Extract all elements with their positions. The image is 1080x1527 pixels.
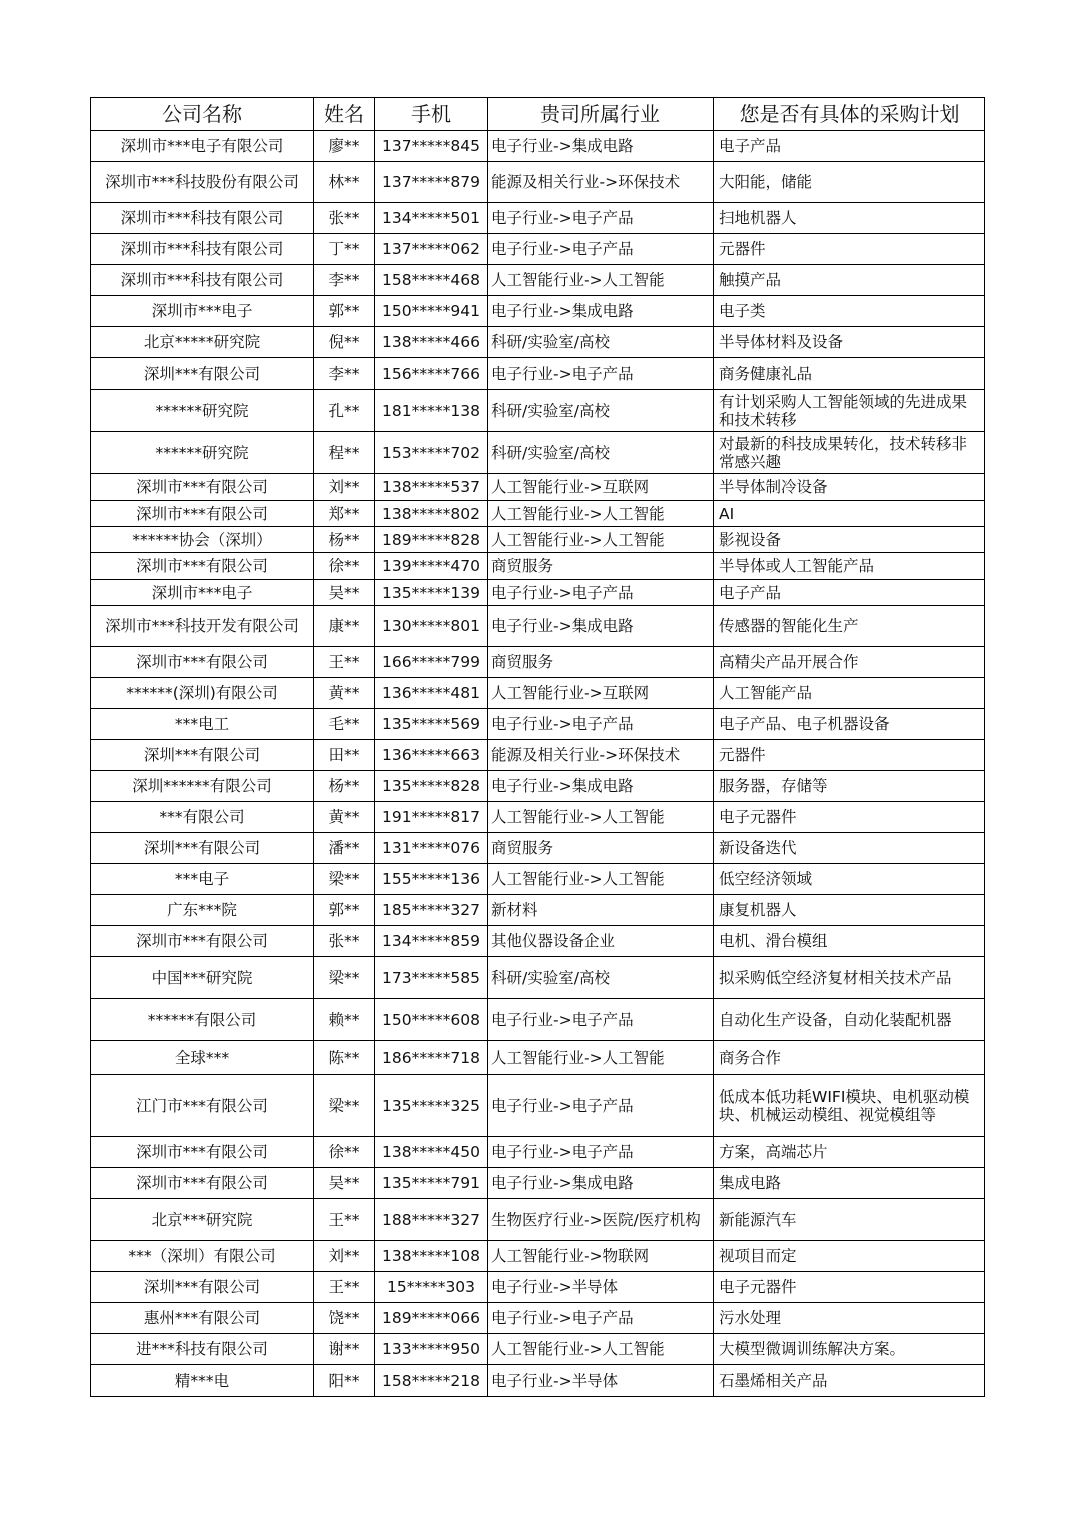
cell-plan: 自动化生产设备，自动化装配机器: [714, 999, 985, 1041]
cell-phone: 156*****766: [375, 358, 488, 390]
table-row: [91, 999, 985, 1041]
cell-industry: 商贸服务: [488, 553, 714, 580]
cell-phone: 181*****138: [375, 390, 488, 432]
cell-name: 梁**: [314, 864, 375, 895]
cell-industry: 电子行业->电子产品: [488, 203, 714, 234]
table-row: [91, 432, 985, 474]
cell-phone: 136*****481: [375, 678, 488, 709]
cell-industry: 其他仪器设备企业: [488, 926, 714, 957]
cell-industry: 电子行业->集成电路: [488, 606, 714, 647]
cell-plan: 元器件: [714, 740, 985, 771]
cell-industry: 人工智能行业->人工智能: [488, 1041, 714, 1075]
cell-phone: 153*****702: [375, 432, 488, 474]
cell-industry: 科研/实验室/高校: [488, 390, 714, 432]
cell-industry: 商贸服务: [488, 647, 714, 678]
cell-phone: 186*****718: [375, 1041, 488, 1075]
col-header-industry: 贵司所属行业: [488, 98, 714, 131]
cell-company: 精***电: [91, 1365, 314, 1397]
table-row: [91, 678, 985, 709]
cell-phone: 158*****218: [375, 1365, 488, 1397]
cell-industry: 人工智能行业->互联网: [488, 474, 714, 501]
table-row: [91, 833, 985, 864]
cell-name: 刘**: [314, 1241, 375, 1272]
cell-company: 深圳******有限公司: [91, 771, 314, 802]
table-row: [91, 1041, 985, 1075]
cell-plan: 半导体制冷设备: [714, 474, 985, 501]
cell-phone: 188*****327: [375, 1199, 488, 1241]
cell-plan: 视项目而定: [714, 1241, 985, 1272]
table-row: [91, 358, 985, 390]
cell-phone: 136*****663: [375, 740, 488, 771]
cell-plan: 污水处理: [714, 1303, 985, 1334]
cell-company: ******研究院: [91, 432, 314, 474]
cell-plan: 低成本低功耗WIFI模块、电机驱动模块、机械运动模组、视觉模组等: [714, 1075, 985, 1137]
cell-phone: 158*****468: [375, 265, 488, 296]
cell-plan: 电子元器件: [714, 802, 985, 833]
cell-company: ******有限公司: [91, 999, 314, 1041]
table-row: [91, 606, 985, 647]
cell-plan: 商务合作: [714, 1041, 985, 1075]
cell-industry: 电子行业->电子产品: [488, 709, 714, 740]
cell-company: 深圳市***有限公司: [91, 926, 314, 957]
table-row: [91, 709, 985, 740]
cell-company: 深圳市***科技股份有限公司: [91, 162, 314, 203]
table-row: [91, 957, 985, 999]
cell-company: 进***科技有限公司: [91, 1334, 314, 1365]
table-row: [91, 265, 985, 296]
table-row: [91, 580, 985, 606]
cell-plan: 商务健康礼品: [714, 358, 985, 390]
cell-company: ***电子: [91, 864, 314, 895]
table-row: [91, 1137, 985, 1168]
cell-industry: 人工智能行业->人工智能: [488, 501, 714, 527]
table-row: [91, 474, 985, 501]
cell-plan: 高精尖产品开展合作: [714, 647, 985, 678]
cell-name: 李**: [314, 358, 375, 390]
table-row: [91, 1365, 985, 1397]
cell-name: 刘**: [314, 474, 375, 501]
cell-name: 王**: [314, 1199, 375, 1241]
table-row: [91, 1168, 985, 1199]
cell-industry: 电子行业->半导体: [488, 1365, 714, 1397]
cell-industry: 人工智能行业->互联网: [488, 678, 714, 709]
purchase-plan-sheet: [90, 97, 985, 1397]
cell-name: 田**: [314, 740, 375, 771]
cell-industry: 电子行业->集成电路: [488, 296, 714, 327]
cell-industry: 商贸服务: [488, 833, 714, 864]
cell-company: ***电工: [91, 709, 314, 740]
cell-company: 惠州***有限公司: [91, 1303, 314, 1334]
cell-plan: AI: [714, 501, 985, 527]
cell-name: 王**: [314, 1272, 375, 1303]
cell-company: ******研究院: [91, 390, 314, 432]
cell-company: 深圳***有限公司: [91, 833, 314, 864]
cell-phone: 130*****801: [375, 606, 488, 647]
cell-company: 深圳***有限公司: [91, 740, 314, 771]
table-row: [91, 1199, 985, 1241]
cell-industry: 电子行业->集成电路: [488, 771, 714, 802]
table-row: [91, 327, 985, 358]
table-row: [91, 1075, 985, 1137]
cell-name: 毛**: [314, 709, 375, 740]
cell-name: 孔**: [314, 390, 375, 432]
table-row: [91, 771, 985, 802]
cell-industry: 电子行业->电子产品: [488, 1137, 714, 1168]
cell-company: 深圳***有限公司: [91, 1272, 314, 1303]
cell-plan: 扫地机器人: [714, 203, 985, 234]
cell-name: 徐**: [314, 1137, 375, 1168]
cell-plan: 新设备迭代: [714, 833, 985, 864]
cell-industry: 科研/实验室/高校: [488, 327, 714, 358]
cell-company: 深圳市***有限公司: [91, 501, 314, 527]
table-row: [91, 390, 985, 432]
cell-plan: 半导体或人工智能产品: [714, 553, 985, 580]
cell-company: 深圳市***有限公司: [91, 1137, 314, 1168]
cell-industry: 电子行业->电子产品: [488, 1303, 714, 1334]
cell-company: ******(深圳)有限公司: [91, 678, 314, 709]
cell-phone: 135*****791: [375, 1168, 488, 1199]
cell-industry: 科研/实验室/高校: [488, 432, 714, 474]
table-row: [91, 802, 985, 833]
table-row: [91, 1334, 985, 1365]
cell-name: 杨**: [314, 527, 375, 553]
cell-plan: 人工智能产品: [714, 678, 985, 709]
cell-plan: 电机、滑台模组: [714, 926, 985, 957]
cell-company: ***（深圳）有限公司: [91, 1241, 314, 1272]
cell-phone: 150*****941: [375, 296, 488, 327]
cell-plan: 传感器的智能化生产: [714, 606, 985, 647]
cell-phone: 137*****879: [375, 162, 488, 203]
cell-plan: 服务器，存储等: [714, 771, 985, 802]
cell-company: 深圳市***有限公司: [91, 1168, 314, 1199]
cell-plan: 电子类: [714, 296, 985, 327]
col-header-company: 公司名称: [91, 98, 314, 131]
cell-name: 吴**: [314, 580, 375, 606]
cell-phone: 138*****466: [375, 327, 488, 358]
cell-company: 深圳市***科技有限公司: [91, 234, 314, 265]
cell-plan: 康复机器人: [714, 895, 985, 926]
table-row: [91, 162, 985, 203]
cell-phone: 138*****802: [375, 501, 488, 527]
cell-name: 张**: [314, 926, 375, 957]
cell-company: 深圳市***科技有限公司: [91, 265, 314, 296]
cell-plan: 方案，高端芯片: [714, 1137, 985, 1168]
cell-phone: 135*****828: [375, 771, 488, 802]
cell-plan: 集成电路: [714, 1168, 985, 1199]
cell-plan: 对最新的科技成果转化，技术转移非常感兴趣: [714, 432, 985, 474]
table-row: [91, 740, 985, 771]
cell-name: 丁**: [314, 234, 375, 265]
cell-name: 廖**: [314, 131, 375, 162]
table-row: [91, 527, 985, 553]
contacts-table: [90, 97, 985, 1397]
cell-name: 郭**: [314, 296, 375, 327]
cell-name: 陈**: [314, 1041, 375, 1075]
cell-name: 林**: [314, 162, 375, 203]
cell-name: 吴**: [314, 1168, 375, 1199]
cell-plan: 电子产品: [714, 131, 985, 162]
cell-industry: 能源及相关行业->环保技术: [488, 740, 714, 771]
cell-industry: 人工智能行业->物联网: [488, 1241, 714, 1272]
cell-industry: 科研/实验室/高校: [488, 957, 714, 999]
cell-industry: 生物医疗行业->医院/医疗机构: [488, 1199, 714, 1241]
cell-name: 倪**: [314, 327, 375, 358]
cell-phone: 135*****569: [375, 709, 488, 740]
table-row: [91, 647, 985, 678]
cell-name: 郭**: [314, 895, 375, 926]
cell-name: 张**: [314, 203, 375, 234]
cell-name: 谢**: [314, 1334, 375, 1365]
cell-plan: 电子产品: [714, 580, 985, 606]
table-row: [91, 1241, 985, 1272]
cell-plan: 影视设备: [714, 527, 985, 553]
cell-phone: 137*****845: [375, 131, 488, 162]
cell-phone: 173*****585: [375, 957, 488, 999]
cell-company: 深圳市***电子有限公司: [91, 131, 314, 162]
cell-phone: 15*****303: [375, 1272, 488, 1303]
cell-plan: 拟采购低空经济复材相关技术产品: [714, 957, 985, 999]
cell-name: 梁**: [314, 957, 375, 999]
cell-phone: 138*****450: [375, 1137, 488, 1168]
cell-name: 康**: [314, 606, 375, 647]
cell-company: 广东***院: [91, 895, 314, 926]
table-row: [91, 553, 985, 580]
cell-phone: 138*****537: [375, 474, 488, 501]
cell-industry: 电子行业->集成电路: [488, 1168, 714, 1199]
table-row: [91, 234, 985, 265]
cell-industry: 人工智能行业->人工智能: [488, 527, 714, 553]
cell-phone: 135*****325: [375, 1075, 488, 1137]
cell-phone: 133*****950: [375, 1334, 488, 1365]
cell-plan: 新能源汽车: [714, 1199, 985, 1241]
cell-phone: 139*****470: [375, 553, 488, 580]
cell-name: 潘**: [314, 833, 375, 864]
cell-name: 杨**: [314, 771, 375, 802]
cell-phone: 189*****066: [375, 1303, 488, 1334]
cell-plan: 低空经济领域: [714, 864, 985, 895]
cell-company: 江门市***有限公司: [91, 1075, 314, 1137]
cell-industry: 人工智能行业->人工智能: [488, 802, 714, 833]
cell-name: 王**: [314, 647, 375, 678]
cell-name: 徐**: [314, 553, 375, 580]
cell-industry: 电子行业->电子产品: [488, 234, 714, 265]
cell-phone: 155*****136: [375, 864, 488, 895]
col-header-plan: 您是否有具体的采购计划: [714, 98, 985, 131]
cell-company: ******协会（深圳）: [91, 527, 314, 553]
cell-company: 深圳***有限公司: [91, 358, 314, 390]
cell-company: 深圳市***科技有限公司: [91, 203, 314, 234]
table-row: [91, 1272, 985, 1303]
cell-phone: 189*****828: [375, 527, 488, 553]
cell-company: 深圳市***有限公司: [91, 474, 314, 501]
cell-phone: 131*****076: [375, 833, 488, 864]
cell-industry: 电子行业->电子产品: [488, 999, 714, 1041]
table-row: [91, 501, 985, 527]
cell-industry: 新材料: [488, 895, 714, 926]
table-row: [91, 296, 985, 327]
cell-name: 梁**: [314, 1075, 375, 1137]
cell-plan: 电子元器件: [714, 1272, 985, 1303]
table-body: [91, 131, 985, 1397]
cell-industry: 人工智能行业->人工智能: [488, 1334, 714, 1365]
cell-name: 李**: [314, 265, 375, 296]
cell-plan: 大模型微调训练解决方案。: [714, 1334, 985, 1365]
header-row: [91, 98, 985, 131]
cell-phone: 185*****327: [375, 895, 488, 926]
cell-company: 深圳市***有限公司: [91, 553, 314, 580]
cell-phone: 134*****859: [375, 926, 488, 957]
cell-plan: 半导体材料及设备: [714, 327, 985, 358]
cell-plan: 元器件: [714, 234, 985, 265]
cell-name: 饶**: [314, 1303, 375, 1334]
cell-industry: 电子行业->半导体: [488, 1272, 714, 1303]
cell-company: 全球***: [91, 1041, 314, 1075]
cell-plan: 触摸产品: [714, 265, 985, 296]
cell-company: 深圳市***电子: [91, 296, 314, 327]
cell-company: 深圳市***科技开发有限公司: [91, 606, 314, 647]
cell-industry: 电子行业->电子产品: [488, 1075, 714, 1137]
cell-company: 北京*****研究院: [91, 327, 314, 358]
cell-phone: 135*****139: [375, 580, 488, 606]
cell-industry: 电子行业->电子产品: [488, 580, 714, 606]
cell-plan: 大阳能，储能: [714, 162, 985, 203]
cell-plan: 有计划采购人工智能领域的先进成果和技术转移: [714, 390, 985, 432]
col-header-phone: 手机: [375, 98, 488, 131]
cell-name: 黄**: [314, 678, 375, 709]
table-row: [91, 864, 985, 895]
table-row: [91, 895, 985, 926]
table-row: [91, 203, 985, 234]
cell-name: 阳**: [314, 1365, 375, 1397]
cell-phone: 134*****501: [375, 203, 488, 234]
cell-plan: 电子产品、电子机器设备: [714, 709, 985, 740]
cell-company: 中国***研究院: [91, 957, 314, 999]
table-row: [91, 1303, 985, 1334]
cell-company: 深圳市***电子: [91, 580, 314, 606]
cell-phone: 166*****799: [375, 647, 488, 678]
cell-industry: 人工智能行业->人工智能: [488, 265, 714, 296]
cell-plan: 石墨烯相关产品: [714, 1365, 985, 1397]
col-header-name: 姓名: [314, 98, 375, 131]
cell-phone: 137*****062: [375, 234, 488, 265]
table-row: [91, 131, 985, 162]
cell-name: 郑**: [314, 501, 375, 527]
cell-industry: 能源及相关行业->环保技术: [488, 162, 714, 203]
cell-company: 深圳市***有限公司: [91, 647, 314, 678]
cell-phone: 138*****108: [375, 1241, 488, 1272]
cell-name: 程**: [314, 432, 375, 474]
cell-company: 北京***研究院: [91, 1199, 314, 1241]
cell-industry: 电子行业->电子产品: [488, 358, 714, 390]
cell-industry: 电子行业->集成电路: [488, 131, 714, 162]
cell-phone: 150*****608: [375, 999, 488, 1041]
cell-phone: 191*****817: [375, 802, 488, 833]
cell-name: 黄**: [314, 802, 375, 833]
cell-name: 赖**: [314, 999, 375, 1041]
cell-company: ***有限公司: [91, 802, 314, 833]
table-row: [91, 926, 985, 957]
cell-industry: 人工智能行业->人工智能: [488, 864, 714, 895]
